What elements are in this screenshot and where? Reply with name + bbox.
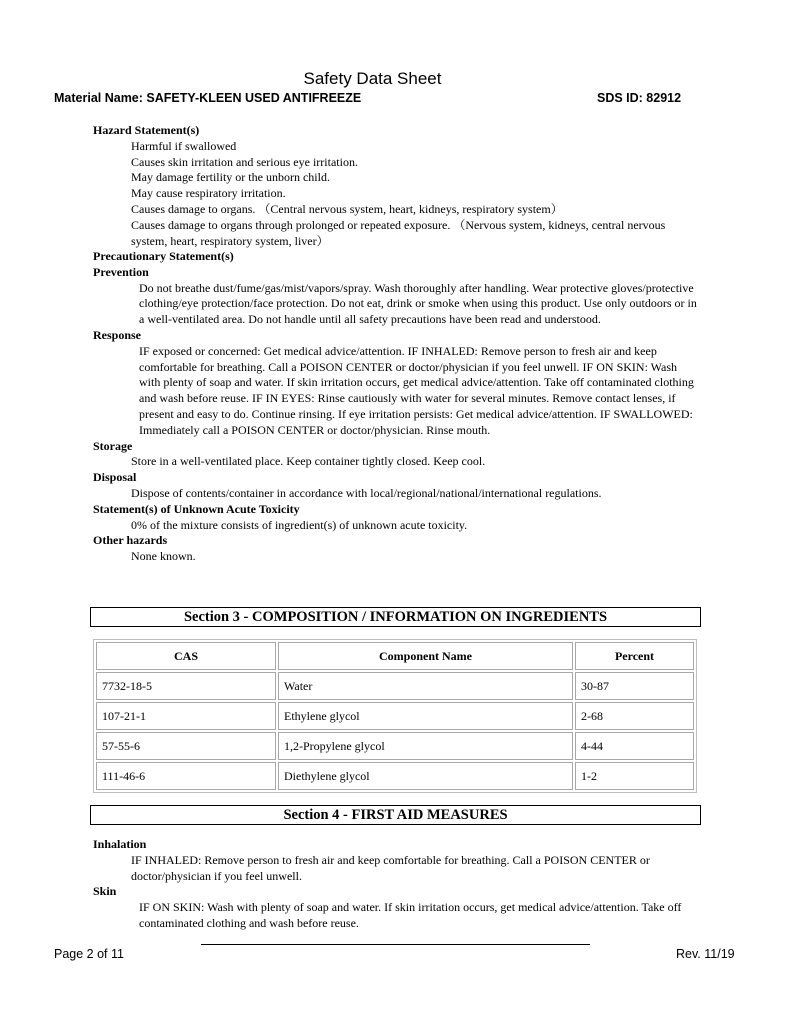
hazard-statement: May cause respiratory irritation. [131,186,286,201]
skin-label: Skin [93,884,117,899]
table-row [96,702,694,730]
component-cell: 1,2-Propylene glycol [278,732,573,760]
percent-cell: 4-44 [575,732,694,760]
percent-cell: 30-87 [575,672,694,700]
storage-text: Store in a well-ventilated place. Keep container tightly closed. Keep cool. [131,454,486,469]
hazard-statement: May damage fertility or the unborn child. [131,170,330,185]
precautionary-heading: Precautionary Statement(s) [93,249,234,263]
section3-title: Section 3 - COMPOSITION / INFORMATION ON INGREDIENTS [90,607,701,627]
hazard-statement: Causes damage to organs through prolonged or repeated exposure. （Nervous system, kidneys, central nervous system, heart, respiratory system, liver） [131,217,666,248]
revision-label: Rev. 11/19 [676,947,735,961]
table-row [96,732,694,760]
skin-text: IF ON SKIN: Wash with plenty of soap and water. If skin irritation occurs, get medical advice/attention. Take off contaminated clothing and wash before reuse. [139,900,682,930]
column-header-percent: Percent [575,642,694,670]
hazard-statements-block [93,123,713,249]
storage-label: Storage [93,438,133,453]
cas-cell: 57-55-6 [96,732,276,760]
prevention-text: Do not breathe dust/fume/gas/mist/vapors/spray. Wash thoroughly after handling. Wear protective gloves/protective clothing/eye protection/face protection. Do not eat, drink or smoke when using this product. Use only outdoors or in a well-ventilated area. Do not handle until all safety precautions have been read and understood. [139,280,697,327]
component-cell: Water [278,672,573,700]
ingredients-table [93,639,697,793]
hazard-statement: Harmful if swallowed [131,138,237,153]
table-row [96,762,694,790]
sds-id: SDS ID: 82912 [597,91,682,105]
hazard-statement: Causes damage to organs. （Central nervous system, heart, kidneys, respiratory system） [131,201,563,216]
page-number: Page 2 of 11 [54,947,124,961]
hazard-heading: Hazard Statement(s) [93,123,200,137]
other-hazards-label: Other hazards [93,533,168,548]
acute-toxicity-text: 0% of the mixture consists of ingredient(s) of unknown acute toxicity. [131,517,468,532]
component-cell: Diethylene glycol [278,762,573,790]
response-text: IF exposed or concerned: Get medical advice/attention. IF INHALED: Remove person to fresh air and keep comfortable for breathing. Call a POISON CENTER or doctor/physician if you feel unwell. IF ON SKIN: Wash with plenty of soap and water. If skin irritation occurs, get medical advice/attention. Take off contaminated clothing and wash before reuse. IF IN EYES: Rinse cautiously with water for several minutes. Remove contact lenses, if present and easy to do. Continue rinsing. If eye irritation persists: Get medical advice/attention. IF SWALLOWED: Immediately call a POISON CENTER or doctor/physician. Rinse mouth. [139,343,694,437]
table-header-row [96,642,694,670]
cas-cell: 111-46-6 [96,762,276,790]
other-hazards-text: None known. [131,549,196,564]
inhalation-label: Inhalation [93,837,147,851]
inhalation-text: IF INHALED: Remove person to fresh air and keep comfortable for breathing. Call a POISON CENTER or doctor/physician if you feel unwell. [131,852,650,883]
response-label: Response [93,327,142,342]
component-cell: Ethylene glycol [278,702,573,730]
percent-cell: 1-2 [575,762,694,790]
column-header-cas: CAS [96,642,276,670]
hazard-statement: Causes skin irritation and serious eye irritation. [131,154,358,169]
precautionary-block [93,249,713,565]
disposal-label: Disposal [93,470,137,485]
first-aid-block [93,837,713,932]
percent-cell: 2-68 [575,702,694,730]
table-row [96,672,694,700]
document-title: Safety Data Sheet [303,69,442,88]
disposal-text: Dispose of contents/container in accordance with local/regional/national/international regulations. [131,485,602,500]
section4-title: Section 4 - FIRST AID MEASURES [90,805,701,825]
column-header-component: Component Name [278,642,573,670]
cas-cell: 7732-18-5 [96,672,276,700]
material-name: Material Name: SAFETY-KLEEN USED ANTIFREEZE [54,91,362,105]
cas-cell: 107-21-1 [96,702,276,730]
prevention-label: Prevention [93,264,149,279]
acute-toxicity-label: Statement(s) of Unknown Acute Toxicity [93,501,300,516]
footer-divider [201,944,590,945]
